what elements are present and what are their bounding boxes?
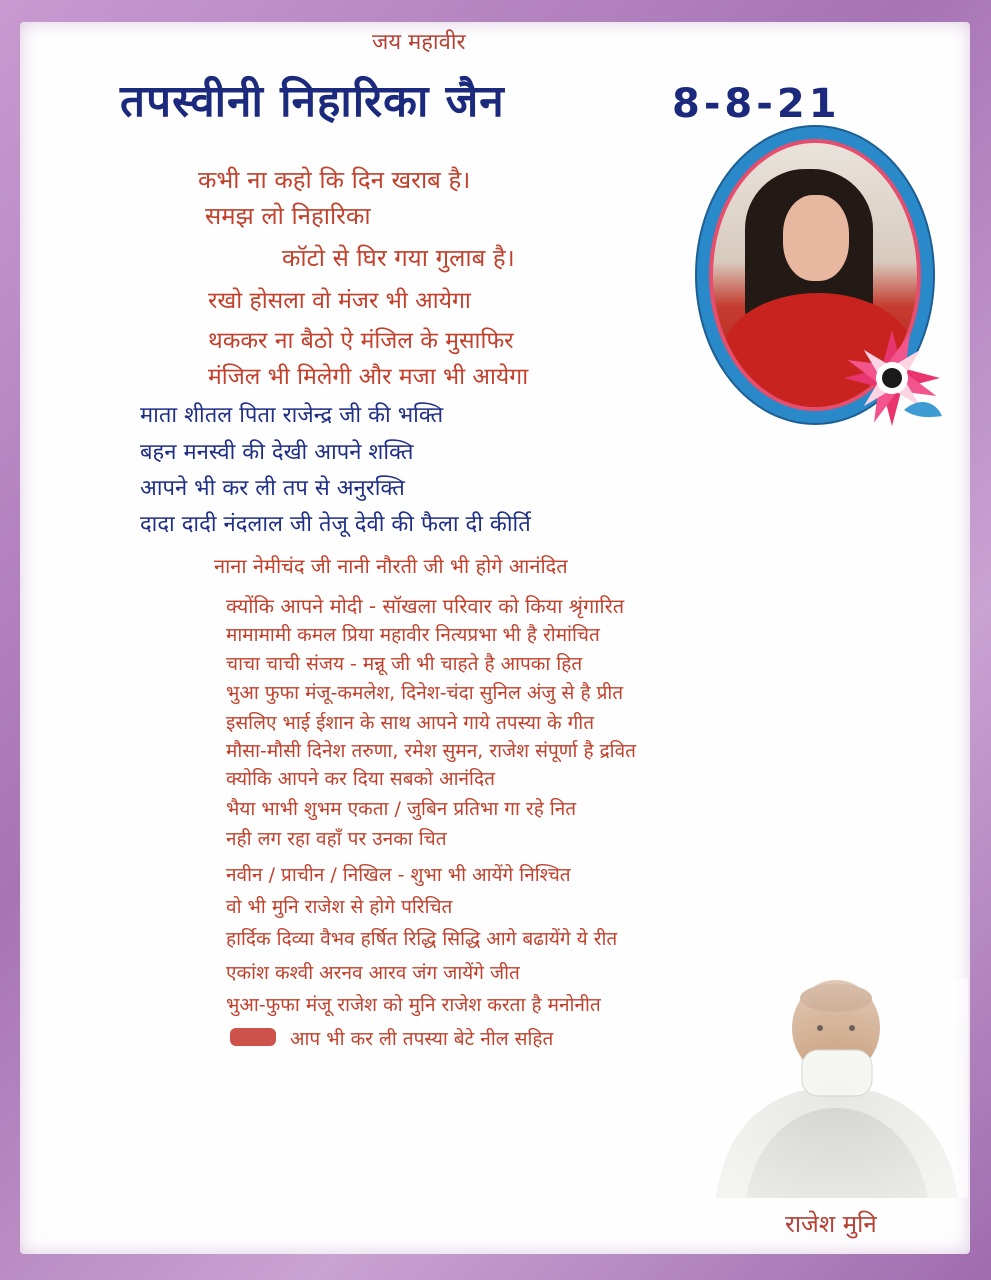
- poem-line: नवीन / प्राचीन / निखिल - शुभा भी आयेंगे निश्चित: [226, 864, 571, 886]
- poem-line: कॉटो से घिर गया गुलाब है।: [282, 244, 515, 272]
- page-title: तपस्वीनी निहारिका जैन: [120, 76, 505, 127]
- poem-line: मंजिल भी मिलेगी और मजा भी आयेगा: [208, 364, 529, 390]
- poem-line: भुआ-फुफा मंजू राजेश को मुनि राजेश करता है मनोनीत: [226, 994, 601, 1016]
- poem-line: रखो होसला वो मंजर भी आयेगा: [208, 288, 471, 314]
- poem-line: वो भी मुनि राजेश से होगे परिचित: [226, 896, 453, 918]
- poem-line: नाना नेमीचंद जी नानी नौरती जी भी होगे आनंदित: [214, 554, 568, 578]
- poem-line: कभी ना कहो कि दिन खराब है।: [198, 166, 471, 194]
- poem-line: भैया भाभी शुभम एकता / जुबिन प्रतिभा गा रहे नित: [226, 798, 577, 820]
- poem-line: समझ लो निहारिका: [205, 202, 371, 230]
- poem-line: दादा दादी नंदलाल जी तेजू देवी की फैला दी कीर्ति: [140, 512, 531, 537]
- poem-line: मौसा-मौसी दिनेश तरुणा, रमेश सुमन, राजेश संपूर्णा है द्रवित: [226, 740, 636, 762]
- poem-line: हार्दिक दिव्या वैभव हर्षित रिद्धि सिद्धि आगे बढायेंगे ये रीत: [226, 928, 618, 950]
- poem-line: बहन मनस्वी की देखी आपने शक्ति: [140, 440, 414, 465]
- poem-line: थककर ना बैठो ऐ मंजिल के मुसाफिर: [208, 328, 514, 354]
- monk-photo: [706, 978, 968, 1198]
- photo-caption: राजेश मुनि: [785, 1210, 877, 1238]
- poem-line: चाचा चाची संजय - मन्नू जी भी चाहते है आपका हित: [226, 653, 583, 675]
- title-date: 8-8-21: [672, 81, 841, 127]
- poem-line: भुआ फुफा मंजू-कमलेश, दिनेश-चंदा सुनिल अंजु से है प्रीत: [226, 682, 624, 704]
- poem-line: एकांश कश्वी अरनव आरव जंग जायेंगे जीत: [226, 962, 520, 984]
- poem-line: इसलिए भाई ईशान के साथ आपने गाये तपस्या के गीत: [226, 712, 595, 734]
- poem-line: माता शीतल पिता राजेन्द्र जी की भक्ति: [140, 403, 444, 428]
- poem-line: मामामामी कमल प्रिया महावीर नित्यप्रभा भी है रोमांचित: [226, 624, 600, 646]
- poem-line: आपने भी कर ली तप से अनुरक्ति: [140, 476, 405, 501]
- ink-scratch: [230, 1028, 276, 1046]
- greeting: जय महावीर: [372, 30, 466, 55]
- poem-line: क्योकि आपने कर दिया सबको आनंदित: [226, 768, 495, 790]
- poem-line: नही लग रहा वहाँ पर उनका चित: [226, 828, 447, 850]
- poem-line: क्योंकि आपने मोदी - सॉखला परिवार को किया श्रृंगारित: [226, 594, 625, 618]
- poem-line: आप भी कर ली तपस्या बेटे नील सहित: [290, 1028, 554, 1050]
- flower-icon: [840, 326, 944, 430]
